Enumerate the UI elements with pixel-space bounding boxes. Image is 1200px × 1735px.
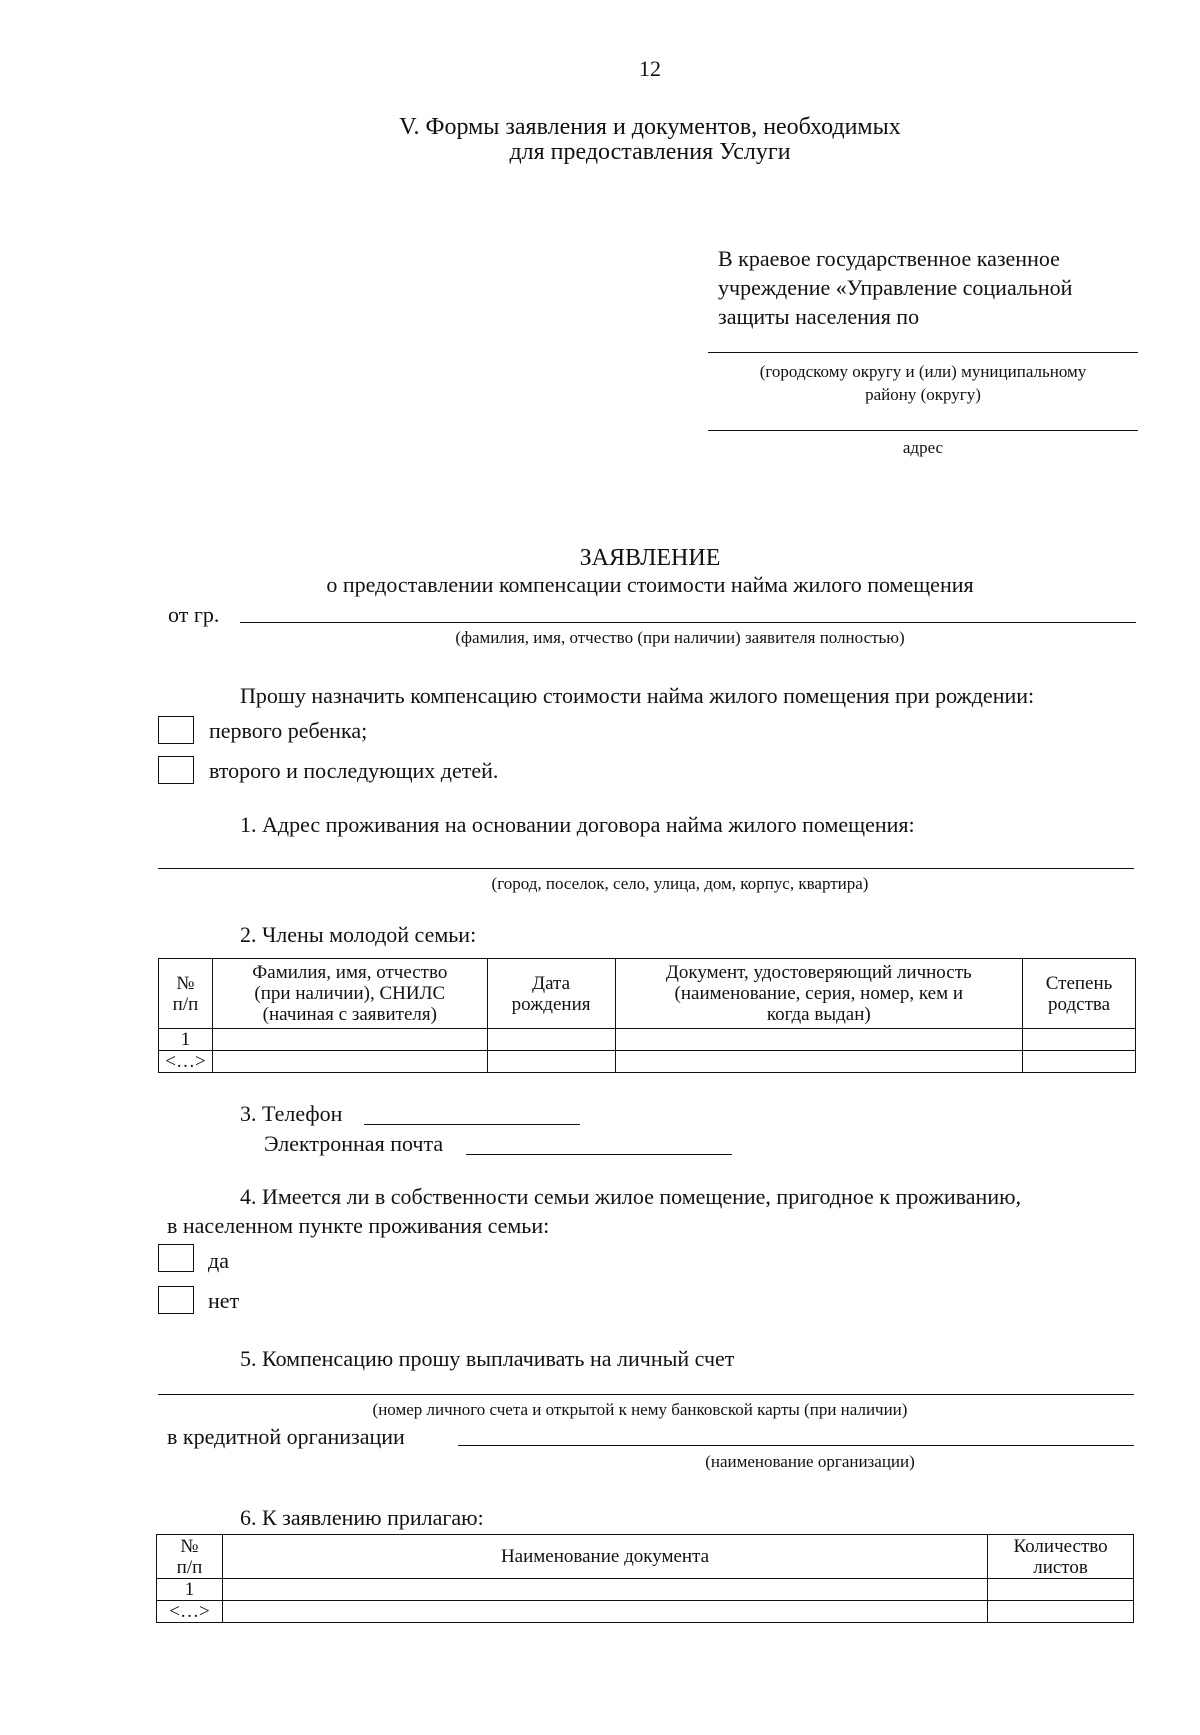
district-hint-line1: (городскому округу и (или) муниципальному [759, 362, 1087, 381]
family-col-number-header: № п/п [159, 959, 213, 1029]
attach-col-pages-header: Количество листов [988, 1535, 1134, 1579]
attach-col-number-header: № п/п [157, 1535, 223, 1579]
address-input-line[interactable] [708, 430, 1138, 431]
table-row [159, 1051, 1136, 1073]
second-child-label: второго и последующих детей. [209, 758, 499, 783]
from-label: от гр. [168, 602, 220, 627]
table-cell[interactable] [988, 1579, 1134, 1601]
housing-no-checkbox[interactable] [158, 1286, 194, 1314]
second-child-checkbox[interactable] [158, 756, 194, 784]
attach-col-name-header: Наименование документа [222, 1535, 987, 1579]
family-col-name-header: Фамилия, имя, отчество (при наличии), СНИЛС (начиная с заявителя) [212, 959, 487, 1029]
housing-yes-checkbox[interactable] [158, 1244, 194, 1272]
email-input-line[interactable] [466, 1154, 732, 1155]
credit-org-label: в кредитной организации [167, 1424, 405, 1449]
table-cell[interactable] [222, 1579, 987, 1601]
family-col-relation-header: Степень родства [1023, 959, 1136, 1029]
family-members-table [158, 958, 1136, 1073]
account-number-hint: (номер личного счета и открытой к нему банковской карты (при наличии) [372, 1400, 908, 1419]
row-number-cell: <…> [159, 1051, 213, 1073]
attachments-table [156, 1534, 1134, 1623]
table-cell[interactable] [212, 1029, 487, 1051]
district-input-line[interactable] [708, 352, 1138, 353]
form-title: ЗАЯВЛЕНИЕ [579, 545, 721, 571]
first-child-label: первого ребенка; [209, 718, 368, 743]
email-label: Электронная почта [264, 1131, 444, 1156]
phone-label: 3. Телефон [240, 1101, 343, 1126]
table-row [157, 1579, 1134, 1601]
item1-text: 1. Адрес проживания на основании договора найма жилого помещения: [240, 812, 915, 837]
address-hint: адрес [902, 438, 944, 457]
table-cell[interactable] [988, 1601, 1134, 1623]
table-cell[interactable] [1023, 1051, 1136, 1073]
housing-no-label: нет [208, 1288, 240, 1313]
item4-text-line2: в населенном пункте проживания семьи: [167, 1213, 550, 1238]
residence-address-hint: (город, поселок, село, улица, дом, корпус, квартира) [491, 874, 869, 893]
family-col-birthdate-header: Дата рождения [487, 959, 615, 1029]
credit-org-input-line[interactable] [458, 1445, 1134, 1446]
table-cell[interactable] [615, 1029, 1023, 1051]
addressee-line2: учреждение «Управление социальной [718, 275, 1073, 300]
item4-text-line1: 4. Имеется ли в собственности семьи жилое помещение, пригодное к проживанию, [240, 1184, 1022, 1209]
table-row [159, 1029, 1136, 1051]
item6-text: 6. К заявлению прилагаю: [240, 1505, 484, 1530]
request-text: Прошу назначить компенсацию стоимости найма жилого помещения при рождении: [240, 683, 1035, 708]
applicant-name-input-line[interactable] [240, 622, 1136, 623]
addressee-block [718, 244, 1072, 331]
table-cell[interactable] [212, 1051, 487, 1073]
section-title-line1: V. Формы заявления и документов, необходимых [399, 114, 901, 140]
row-number-cell: <…> [157, 1601, 223, 1623]
phone-input-line[interactable] [364, 1124, 580, 1125]
addressee-line3: защиты населения по [718, 304, 920, 329]
addressee-line1: В краевое государственное казенное [718, 246, 1060, 271]
row-number-cell: 1 [159, 1029, 213, 1051]
first-child-checkbox[interactable] [158, 716, 194, 744]
table-cell[interactable] [615, 1051, 1023, 1073]
form-subtitle: о предоставлении компенсации стоимости найма жилого помещения [326, 572, 974, 597]
table-row [157, 1601, 1134, 1623]
family-col-document-header: Документ, удостоверяющий личность (наименование, серия, номер, кем и когда выдан) [615, 959, 1023, 1029]
row-number-cell: 1 [157, 1579, 223, 1601]
item5-text: 5. Компенсацию прошу выплачивать на личный счет [240, 1346, 735, 1371]
district-hint [700, 360, 1146, 406]
housing-yes-label: да [208, 1248, 229, 1273]
table-cell[interactable] [222, 1601, 987, 1623]
section-title-line2: для предоставления Услуги [509, 139, 791, 165]
district-hint-line2: району (округу) [865, 385, 981, 404]
section-title [200, 115, 1100, 165]
item2-text: 2. Члены молодой семьи: [240, 922, 477, 947]
table-cell[interactable] [487, 1029, 615, 1051]
account-number-input-line[interactable] [158, 1394, 1134, 1395]
table-cell[interactable] [487, 1051, 615, 1073]
table-cell[interactable] [1023, 1029, 1136, 1051]
attachments-table-header [157, 1535, 1134, 1579]
applicant-name-hint: (фамилия, имя, отчество (при наличии) заявителя полностью) [455, 628, 905, 647]
family-table-header [159, 959, 1136, 1029]
credit-org-hint: (наименование организации) [705, 1452, 915, 1471]
residence-address-input-line[interactable] [158, 868, 1134, 869]
page-number: 12 [639, 56, 661, 81]
